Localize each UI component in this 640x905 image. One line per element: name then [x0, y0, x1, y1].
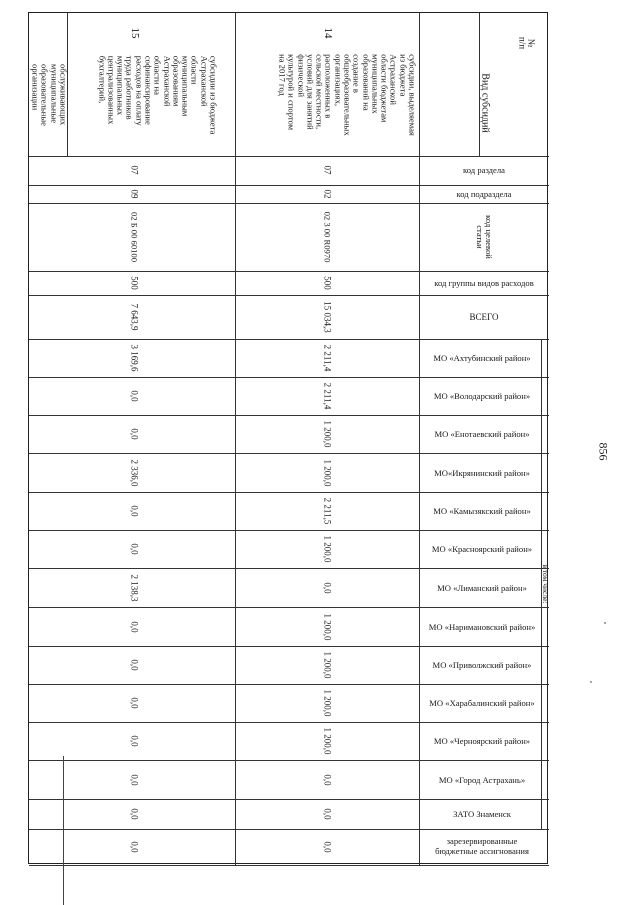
row-15-kind: субсидии из бюджета Астраханской области муниципальным образованиям Астраханской области на софинансирование расходов на оплату труда работников муниципальных централизованных бухгалтерий,	[96, 55, 219, 135]
district-label: МО «Енотаевский район»	[434, 429, 530, 439]
table-rule	[29, 865, 549, 866]
row-14-value: 0,0	[322, 808, 333, 820]
header-v-tom-chisle: в том числе:	[540, 564, 550, 604]
row-14-kod-gruppy: 500	[322, 276, 333, 290]
table-rule	[29, 760, 549, 761]
table-rule	[29, 453, 549, 454]
table-rule	[29, 829, 549, 830]
table-rule	[29, 156, 549, 157]
table-rule	[29, 530, 549, 531]
table-rule	[235, 13, 236, 865]
row-15-vsego: 7 643,9	[129, 303, 140, 331]
row-15-value: 0,0	[129, 808, 140, 820]
row-14-kind: субсидии, выделяемая из бюджета Астраханской области бюджетам муниципальных образований на создание в общеобразовательных организациях, расположенных в сельской местности, условий для занятий физической культурой и спортом на 2017 год	[277, 54, 418, 136]
row-15-value: 2 138,3	[129, 574, 140, 601]
district-label: МО «Черноярский район»	[433, 736, 531, 746]
row-14-kod-podrazdela: 02	[322, 189, 333, 199]
row-14-value: 0,0	[322, 581, 333, 594]
row-14-num: 14	[321, 27, 334, 39]
row-15-value: 0,0	[129, 659, 140, 671]
row-15-kod-celevoi: 02 Б 00 60100	[129, 211, 140, 263]
header-kod-celevoi: код целевой статьи	[475, 215, 495, 259]
district-label: МО«Икрянинский район»	[434, 467, 530, 478]
table-rule	[29, 646, 549, 647]
district-label: ЗАТО Знаменск	[453, 809, 511, 819]
row-15-kind-continued: обслуживающих муниципальные образовательные организации	[30, 64, 69, 126]
row-14-value: 2 211,4	[322, 382, 333, 410]
row-14-value: 1 200,0	[322, 459, 333, 486]
table-rule	[29, 722, 549, 723]
row-15-value: 0,0	[129, 428, 140, 440]
row-15-num: 15	[128, 27, 141, 39]
row-15-value: 2 336,0	[129, 459, 140, 486]
district-label: МО «Камызякский район»	[433, 506, 531, 516]
row-14-value: 2 211,4	[322, 344, 333, 372]
table-rule	[29, 185, 549, 186]
row-14-value: 2 211,5	[322, 497, 333, 525]
table-rule	[29, 799, 549, 800]
district-label: МО «Ахтубинский район»	[433, 353, 531, 363]
header-kod-podrazdela: код подраздела	[456, 189, 512, 199]
district-label: МО «Харабалинский район»	[429, 698, 535, 708]
table-rule	[29, 568, 549, 569]
district-label: МО «Володарский район»	[433, 391, 531, 401]
table-rule	[29, 607, 549, 608]
row-14-value: 1 200,0	[322, 535, 333, 563]
row-15-value: 0,0	[129, 697, 140, 709]
table-rule	[541, 339, 542, 829]
table-rule	[29, 492, 549, 493]
page-number: 856	[596, 442, 611, 461]
district-label: МО «Лиманский район»	[437, 582, 527, 593]
table-rule	[29, 339, 549, 340]
binding-line	[63, 756, 64, 905]
subsidy-table	[28, 12, 548, 864]
table-rule	[29, 377, 549, 378]
row-15-value: 0,0	[129, 735, 140, 747]
district-label: МО «Город Астрахань»	[438, 774, 526, 785]
header-num: № п/п	[517, 36, 537, 50]
row-14-kod-razdela: 07	[322, 165, 333, 175]
row-15-kod-podrazdela: 09	[129, 189, 140, 199]
table-rule	[29, 271, 549, 272]
header-kod-gruppy: код группы видов расходов	[434, 278, 534, 288]
row-14-value: 1 200,0	[322, 727, 333, 755]
row-15-kod-gruppy: 500	[129, 276, 140, 290]
row-15-value: 3 169,6	[129, 344, 140, 372]
table-rule	[29, 415, 549, 416]
table-rule	[479, 13, 480, 156]
row-14-value: 0,0	[322, 773, 333, 786]
row-15-value: 0,0	[129, 505, 140, 517]
row-15-value: 0,0	[129, 620, 140, 633]
district-label: МО «Красноярский район»	[431, 544, 533, 554]
table-rule	[419, 13, 420, 865]
district-label: МО «Наримановский район»	[428, 621, 536, 632]
row-15-value: 0,0	[129, 390, 140, 402]
row-14-value: 1 200,0	[322, 651, 333, 679]
district-label: зарезервированные бюджетные ассигнования	[435, 836, 529, 856]
table-rule	[67, 13, 68, 156]
row-15-value: 0,0	[129, 841, 140, 853]
row-14-value: 0,0	[322, 841, 333, 853]
row-14-value: 1 200,0	[322, 420, 333, 448]
row-15-value: 0,0	[129, 773, 140, 786]
table-rule	[29, 203, 549, 204]
district-label: МО «Приволжский район»	[432, 660, 532, 670]
header-kod-razdela: код раздела	[463, 165, 505, 175]
row-14-kod-celevoi: 02 3 00 R0970	[322, 211, 333, 263]
scan-speck	[604, 622, 606, 624]
row-14-value: 1 200,0	[322, 613, 333, 640]
header-vsego: ВСЕГО	[469, 312, 499, 322]
row-14-vsego: 15 034,3	[322, 301, 333, 333]
row-15-value: 0,0	[129, 543, 140, 555]
table-rule	[29, 295, 549, 296]
header-kind: Вид субсидий	[479, 73, 491, 133]
row-15-kod-razdela: 07	[129, 165, 140, 175]
scan-speck	[590, 681, 592, 683]
row-14-value: 1 200,0	[322, 689, 333, 717]
table-rule	[29, 684, 549, 685]
